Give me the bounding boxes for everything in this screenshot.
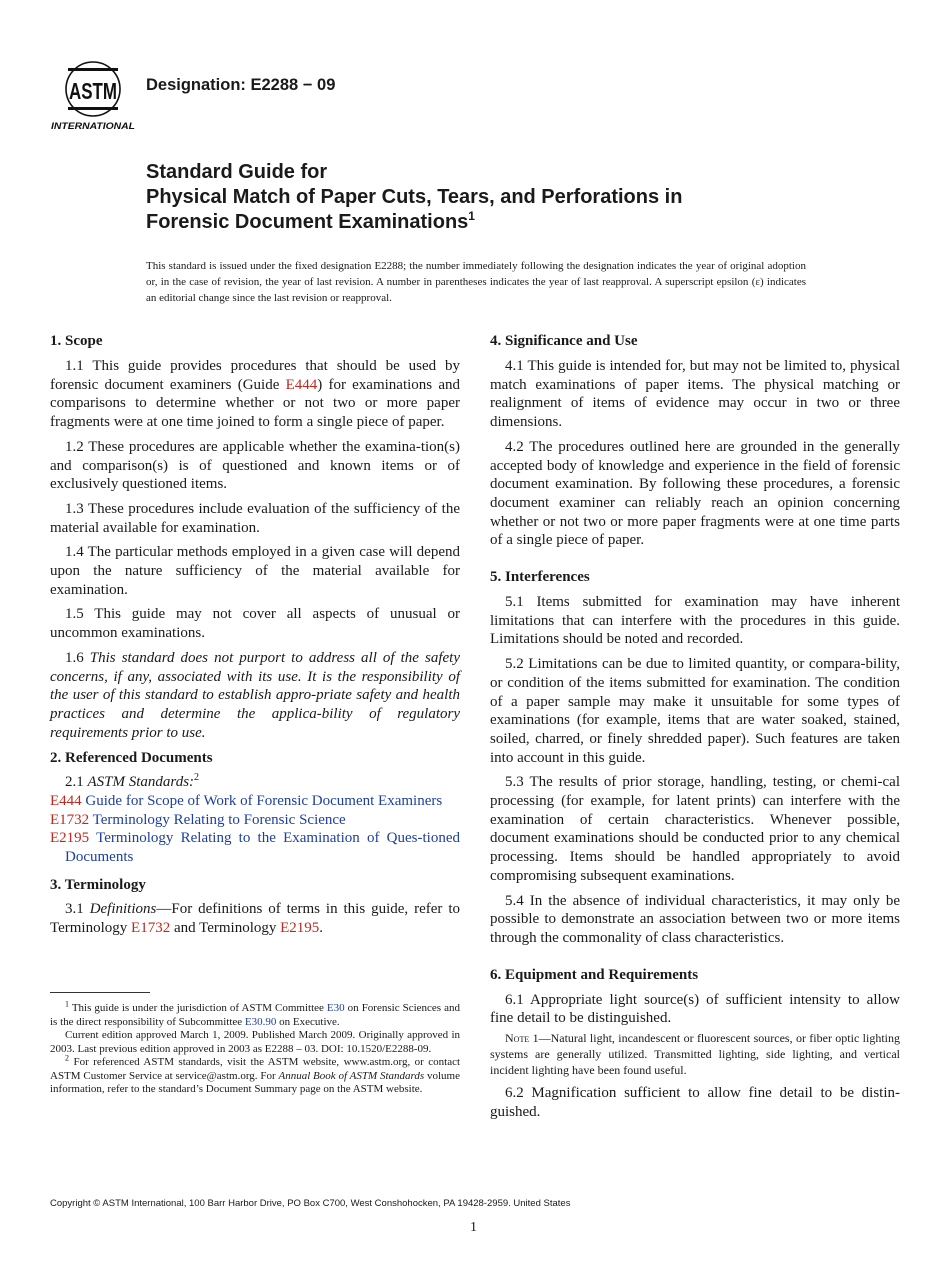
ref-item-e1732[interactable]: E1732 Terminology Relating to Forensic Science: [50, 811, 346, 828]
para-1-3: 1.3 These procedures include evaluation of the sufficiency of the material available for examination.: [50, 500, 460, 536]
preamble: This standard is issued under the fixed designation E2288; the number immediately following the designation indicates the year of original adoption or, in the case of revision, the year of last revision. A number in parentheses indicates the year of last reapproval. A superscript epsilon (ε) indicates an editorial change since the last revision or reapproval.: [146, 260, 806, 304]
astm-logo: [50, 58, 136, 132]
note-1: Note 1—Natural light, incandescent or fluorescent sources, or fiber optic lighting systems are generally utilized. Transmitted lighting, side lighting, and vertical incident lighting have been found useful.: [490, 1031, 900, 1078]
para-6-1: 6.1 Appropriate light source(s) of sufficient intensity to allow fine detail to be distinguished.: [490, 991, 900, 1027]
section-referenced-heading: 2. Referenced Documents: [50, 750, 213, 767]
para-5-3: 5.3 The results of prior storage, handling, testing, or chemi-cal processing (for example, for latent prints) can interfere with the examination of certain characteristics. Whenever possible, document examinations should be conducted prior to any chemical processing. Items should be handled appropriately to avoid compromising subsequent examinations.: [490, 774, 900, 884]
title-line-2: Physical Match of Paper Cuts, Tears, and Perforations in: [146, 186, 683, 208]
para-1-4: 1.4 The particular methods employed in a given case will depend upon the nature sufficiency of the material available for examination.: [50, 544, 460, 598]
link-e30-90[interactable]: E30.90: [244, 1015, 277, 1028]
footnote-2: $^2$ For referenced ASTM standards, visit the ASTM website, www.astm.org, or contact ASTM Customer Service at service@astm.org. For Annual Book of ASTM Standards volume information, refer to the standard’s Document Summary page on the ASTM website.: [50, 1053, 461, 1095]
title-line-1: Standard Guide for: [146, 161, 328, 183]
section-significance-heading: 4. Significance and Use: [490, 333, 638, 349]
para-1-1: 1.1 This guide provides procedures that should be used by forensic document examiners (Guide E444) for examinations and comparisons to determine whether or not two or more paper fragments were at one time joined to form a single piece of paper.: [50, 358, 460, 431]
designation: Designation: E2288 − 09: [146, 76, 336, 94]
para-6-2: 6.2 Magnification sufficient to allow fine detail to be distin-guished.: [490, 1085, 900, 1120]
link-e1732[interactable]: E1732: [131, 919, 171, 936]
para-1-6: 1.6 This standard does not purport to address all of the safety concerns, if any, associated with its use. It is the responsibility of the user of this standard to establish appro-priate safety and health practices and determine the applica-bility of regulatory requirements prior to use.: [50, 649, 460, 741]
para-1-2: 1.2 These procedures are applicable whether the examina-tion(s) and comparison(s) is of questioned and known items or of exclusively questioned items.: [50, 438, 460, 493]
footnote-1b: Current edition approved March 1, 2009. Published March 2009. Originally approved in 2003. Last previous edition approved in 2003 as E2288 – 03. DOI: 10.1520/E2288-09.: [50, 1029, 460, 1055]
document-title: [146, 160, 866, 235]
section-interferences-heading: 5. Interferences: [490, 569, 590, 586]
title-line-3: [146, 210, 866, 235]
section-equipment-heading: 6. Equipment and Requirements: [490, 966, 699, 983]
section-scope-heading: 1. Scope: [50, 333, 103, 349]
para-5-1: 5.1 Items submitted for examination may have inherent limitations that can interfere with the procedures in this guide. Limitations should be noted and recorded.: [490, 594, 900, 648]
right-column: [490, 332, 900, 1122]
para-5-4: 5.4 In the absence of individual characteristics, it may only be possible to demonstrate an association between two or more items through the commonality of class characteristics.: [490, 892, 900, 946]
section-terminology-heading: 3. Terminology: [50, 876, 146, 893]
link-e444[interactable]: E444: [285, 376, 318, 393]
title-footnote-mark: 1: [468, 209, 475, 223]
footnote-rule: [50, 992, 150, 993]
para-5-2: 5.2 Limitations can be due to limited quantity, or compara-bility, or condition of the items submitted for examination. The condition of a paper sample may make it unsuitable for some types of examinations (for example, items that are water soaked, stained, soiled, charred, or finely shredded paper). Such features are taken into account in this guide.: [490, 656, 900, 766]
page-number: 1: [470, 1220, 477, 1235]
copyright: Copyright © ASTM International, 100 Barr Harbor Drive, PO Box C700, West Conshohocken, PA 19428-2959. United States: [50, 1198, 571, 1209]
ref-item-e444[interactable]: E444 Guide for Scope of Work of Forensic Document Examiners: [50, 793, 443, 810]
footnotes: [50, 999, 461, 1097]
logo-text: ASTM: [69, 78, 117, 104]
link-e30[interactable]: E30: [326, 1002, 345, 1014]
para-1-5: 1.5 This guide may not cover all aspects of unusual or uncommon examinations.: [50, 606, 460, 642]
para-4-1: 4.1 This guide is intended for, but may not be limited to, physical match examinations of paper items. The physical matching or realignment of items of evidence may occur in two or three dimensions.: [490, 358, 900, 431]
ref-item-e2195[interactable]: E2195 Terminology Relating to the Examination of Ques-tioned Documents: [50, 830, 460, 866]
title-line-3-text: Forensic Document Examinations: [146, 211, 469, 233]
para-2-1: 2.1 ASTM Standards:$^2$: [65, 772, 200, 791]
link-e2195[interactable]: E2195: [280, 919, 320, 936]
para-4-2: 4.2 The procedures outlined here are grounded in the generally accepted body of knowledge and experience in the field of forensic document examination. By following these procedures, a forensic document examiner can reliably reach an opinion concerning whether or not two or more paper fragments were at one time parts of a single piece of paper.: [490, 438, 900, 549]
left-column: [50, 332, 460, 937]
footnote-1: $^1$ This guide is under the jurisdiction of ASTM Committee E30 on Forensic Sciences and is the direct responsibility of Subcommittee E30.90 on Executive.: [50, 999, 460, 1028]
logo-subtext: INTERNATIONAL: [51, 121, 135, 131]
para-3-1: 3.1 Definitions—For definitions of terms in this guide, refer to Terminology E1732 and Terminology E2195.: [50, 900, 461, 936]
